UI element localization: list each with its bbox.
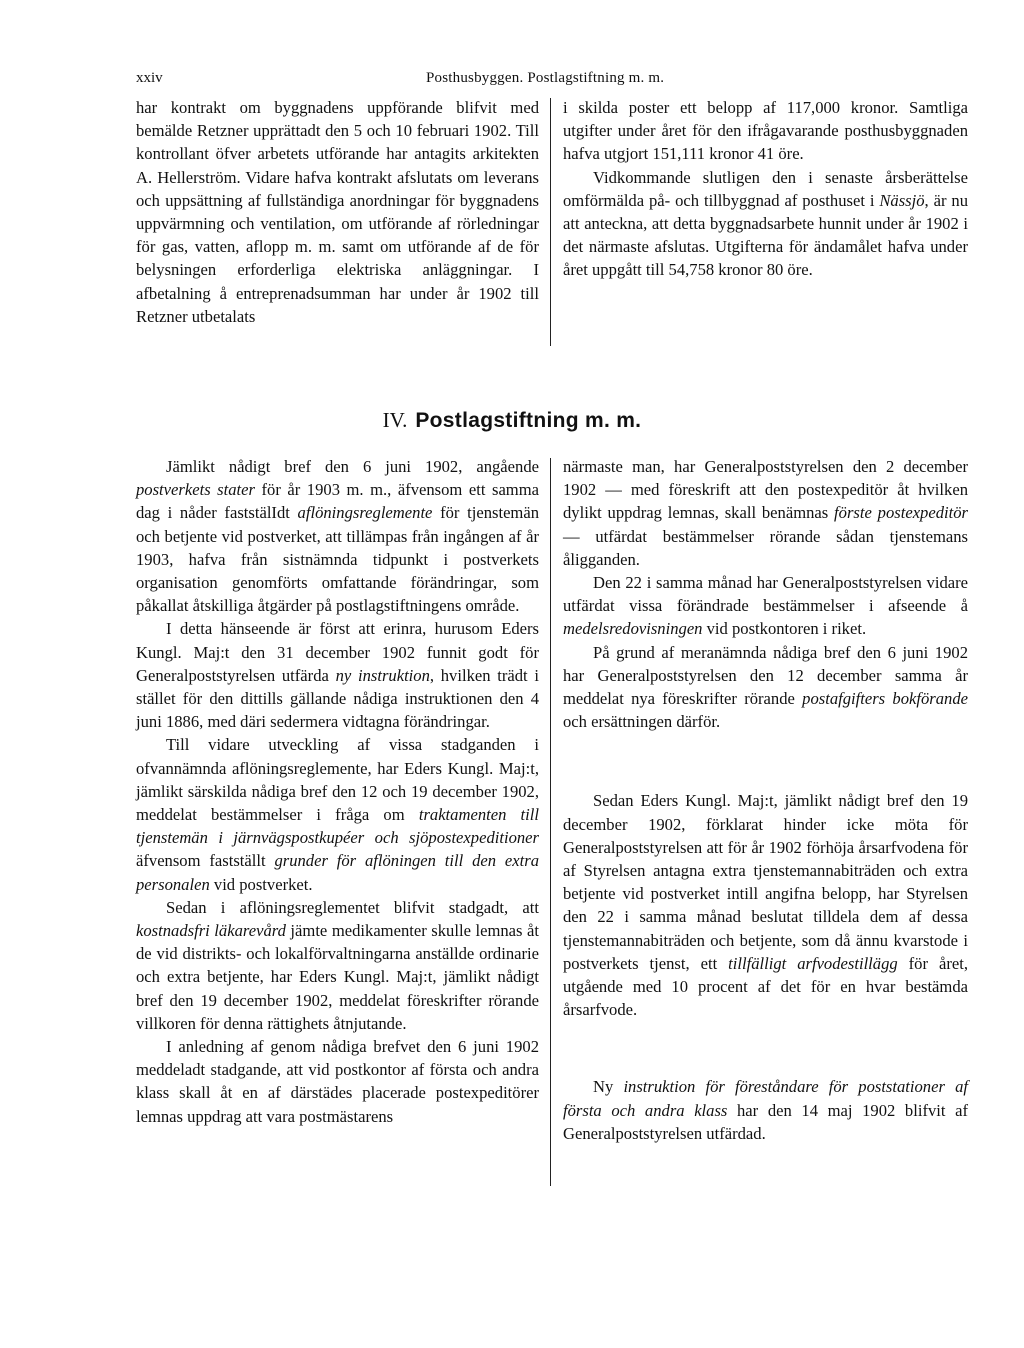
paragraph: Jämlikt nådigt bref den 6 juni 1902, angående postverkets stater för år 1903 m. m., äfvensom ett samma dag i nåder faststälIdt aflöningsreglemente för tjenstemän och betjente vid postverket, att tillämpas från ingången af år 1903, hafva från sistnämnda tidpunkt i postverkets organisation genomförts omfattande förändringar, som påkallat åtskilliga åtgärder på postlagstiftningens område. (136, 457, 539, 616)
paragraph: Den 22 i samma månad har Generalpoststyrelsen vidare utfärdat vissa förändrade bestämmelser i afseende å medelsredovisningen vid postkontoren i riket. (563, 573, 968, 639)
paragraph: Sedan i aflöningsreglementet blifvit stadgadt, att kostnadsfri läkarevård jämte medikamenter skulle lemnas åt de vid distrikts- och lokalförvaltningarna anställde ordinarie och extra betjente, har Eders Kungl. Maj:t, jämlikt nådigt bref den 19 december 1902, meddelat föreskrifter rörande villkoren för denna rättighets åtnjutande. (136, 897, 539, 1033)
paragraph: har kontrakt om byggnadens uppförande blifvit med bemälde Retzner upprättadt den 5 och 10 februari 1902. Till kontrollant öfver arbetets utförande har antagits arkitekten A. Hellerström. Vidare hafva kontrakt afslutats om leverans och uppsättning af fullständiga anordningar för byggnadens uppvärmning och ventilation, om utförande af rörledningar för gas, vatten, aflopp m. m. samt om utförande af de för belysningen erforderliga elektriska anläggningar. I afbetalning å entreprenadsumman har under år 1902 till Retzner utbetalats (136, 98, 539, 326)
paragraph: närmaste man, har Generalpoststyrelsen den 2 december 1902 — med föreskrift att den postexpeditör åt hvilken dylikt uppdrag lemnas, skall benämnas förste postexpeditör — utfärdat bestämmelser rörande sådan tjenstemans åligganden. (563, 457, 968, 569)
bottom-left-column (136, 455, 539, 1128)
section-title: Postlagstiftning m. m. (415, 409, 642, 432)
paragraph: På grund af meranämnda nådiga bref den 6 juni 1902 har Generalpoststyrelsen den 12 december samma år meddelat nya föreskrifter rörande postafgifters bokförande och ersättningen därför. (563, 642, 968, 732)
paragraph: I anledning af genom nådiga brefvet den 6 juni 1902 meddeladt stadgande, att vid postkontor af första och andra klass skall åt en af därstädes placerade postexpeditörer lemnas uppdrag att vara postmästarens (136, 1037, 539, 1126)
paragraph: I detta hänseende är först att erinra, hurusom Eders Kungl. Maj:t den 31 december 1902 funnit godt för Generalpoststyrelsen utfärda ny instruktion, hvilken trädt i stället för den dittills gällande nådiga instruktionen den 4 juni 1886, med däri sedermera vidtagna förändringar. (136, 619, 539, 732)
page-number: xxiv (136, 70, 163, 86)
paragraph: Vidkommande slutligen den i senaste årsberättelse omförmälda på- och tillbyggnad af posthuset i Nässjö, är nu att anteckna, att detta byggnadsarbete hunnit under år 1902 i det närmaste afslutas. Utgifterna för ändamålet hafva under året uppgått till 54,758 kronor 80 öre. (563, 167, 968, 280)
running-title: Posthusbyggen. Postlagstiftning m. m. (426, 70, 665, 86)
paragraph: Sedan Eders Kungl. Maj:t, jämlikt nådigt bref den 19 december 1902, förklarat hinder icke möta för Generalpoststyrelsen att för år 1902 förhöja årsarfvodena för af Styrelsen antagna extra tjenstemannabiträden och extra betjente vid postverket intill angifna belopp, har Styrelsen den 22 i samma månad beslutat tilldela dem af dessa tjenstemannabiträden och betjente, som då ännu kvarstode i postverkets tjenst, ett tillfälligt arfvodestillägg för året, utgående med 10 procent af det för en hvar bestämda årsarfvode. (563, 791, 968, 1020)
section-number: IV. (382, 408, 408, 432)
paragraph: Till vidare utveckling af vissa stadganden i ofvannämnda aflöningsreglemente, har Eders Kungl. Maj:t, jämlikt särskilda nådiga bref den 12 och 19 december 1902, meddelat bestämmelser i fråga om traktamenten till tjenstemän i järnvägspostkupéer och sjöpostexpeditioner äfvensom fastställt grunder för aflöningen till den extra personalen vid postverket. (136, 735, 539, 894)
section-heading (0, 408, 1024, 433)
top-left-column (136, 96, 539, 328)
running-header (136, 70, 886, 92)
top-right-column (563, 96, 968, 282)
paragraph: i skilda poster ett belopp af 117,000 kronor. Samtliga utgifter under året för den ifrågavarande posthusbyggnaden hafva utgjort 151,111 kronor 41 öre. (563, 98, 968, 164)
place-name: Nässjö (879, 190, 925, 210)
paragraph: Ny instruktion för föreståndare för poststationer af första och andra klass har den 14 maj 1902 blifvit af Generalpoststyrelsen utfärdad. (563, 1077, 968, 1143)
column-divider (550, 98, 551, 346)
bottom-right-column (563, 455, 968, 1145)
column-divider (550, 458, 551, 1186)
